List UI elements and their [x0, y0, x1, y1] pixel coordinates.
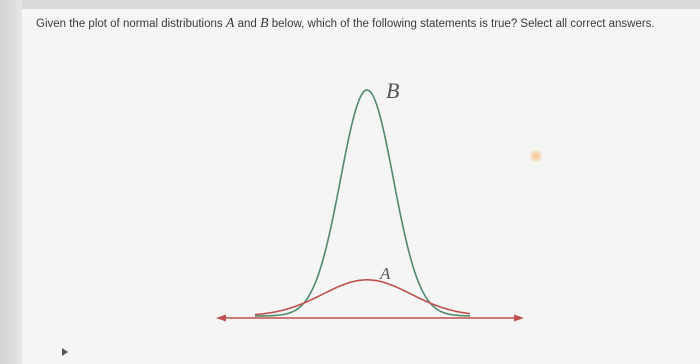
question-var-a: A	[225, 16, 235, 31]
question-suffix: below, which of the following statements is true? Select all correct answers.	[268, 18, 655, 30]
curve-b	[255, 90, 470, 316]
question-var-b: B	[260, 16, 269, 31]
light-glare	[530, 150, 542, 162]
question-prefix: Given the plot of normal distributions	[36, 18, 226, 30]
curve-a-label: A	[380, 264, 391, 283]
curve-b-label: B	[386, 78, 400, 103]
cursor-marker	[62, 348, 68, 356]
x-axis-right-arrow	[514, 315, 524, 322]
question-middle: and	[234, 18, 260, 30]
x-axis-left-arrow	[216, 315, 226, 322]
